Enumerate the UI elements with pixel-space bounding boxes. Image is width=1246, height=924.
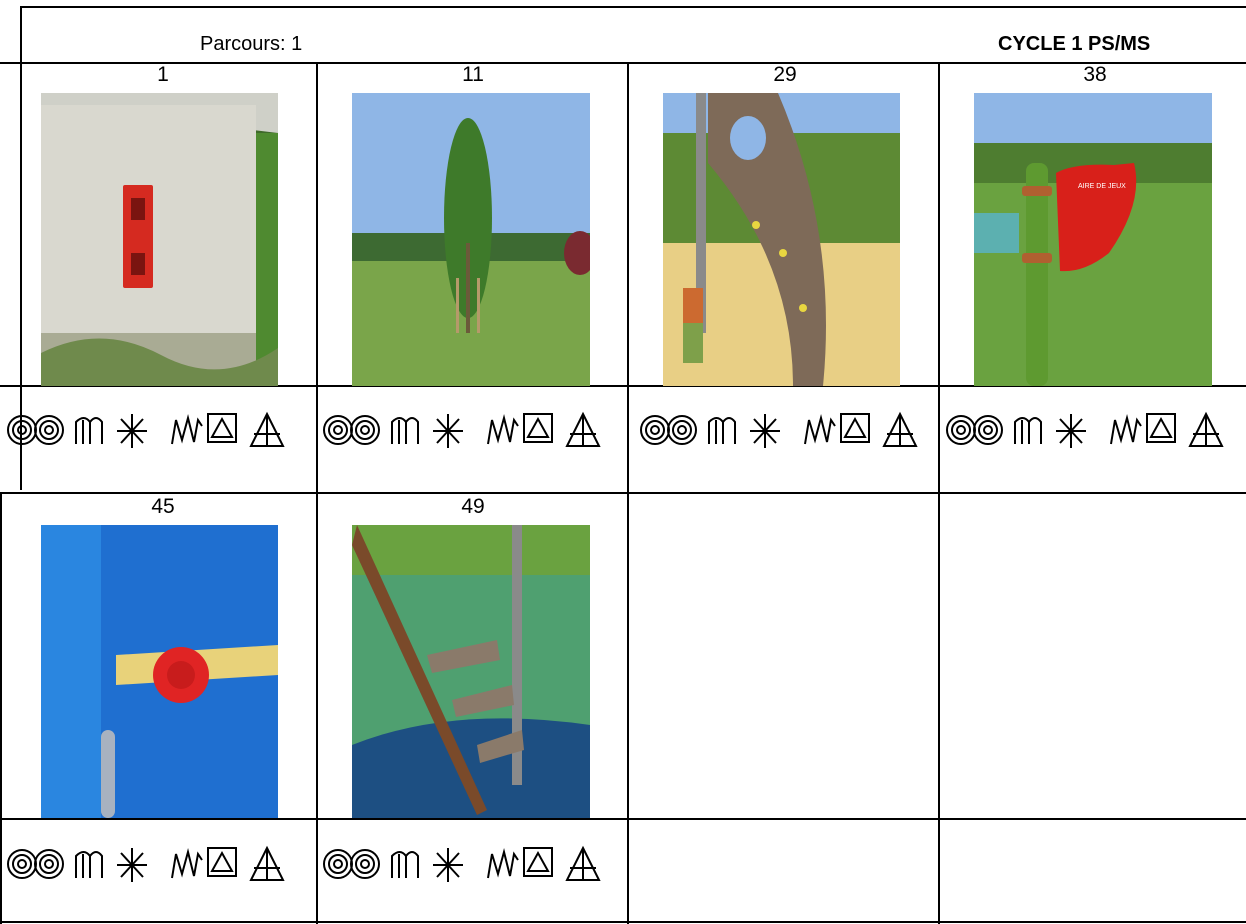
card-number: 1 (157, 63, 169, 86)
asterisk-icon (117, 414, 147, 448)
symbol-row (320, 840, 626, 900)
cycle-label: CYCLE 1 PS/MS (998, 33, 1151, 55)
photo-tree (352, 93, 590, 386)
card-number: 38 (1083, 63, 1107, 86)
symbol-row (4, 406, 314, 466)
row-divider-3 (0, 818, 1246, 820)
symbol-row (943, 406, 1243, 466)
card-number: 11 (462, 63, 484, 86)
photo-blue-panel (41, 525, 278, 818)
zigzag-m-icon (76, 418, 102, 444)
card-number: 49 (461, 495, 485, 518)
photo-climbing-wall (663, 93, 900, 386)
col-divider-2 (627, 62, 629, 924)
triangle-cross-icon (251, 414, 283, 446)
card-number: 29 (773, 63, 797, 86)
left-border-lower (0, 492, 2, 924)
wave-icon (172, 418, 202, 444)
photo-ladder (352, 525, 590, 818)
symbol-row (637, 406, 937, 466)
photo-wall-box (41, 93, 278, 386)
col-divider-1 (316, 62, 318, 924)
symbol-row (4, 840, 314, 900)
symbol-row (320, 406, 626, 466)
sign-title: AIRE DE JEUX (1078, 183, 1126, 190)
photo-sign (974, 93, 1212, 386)
bottom-border (0, 921, 1246, 923)
top-border (20, 6, 1246, 8)
parcours-title: Parcours: 1 (200, 33, 303, 55)
card-number: 45 (151, 495, 175, 518)
col-divider-3 (938, 62, 940, 924)
